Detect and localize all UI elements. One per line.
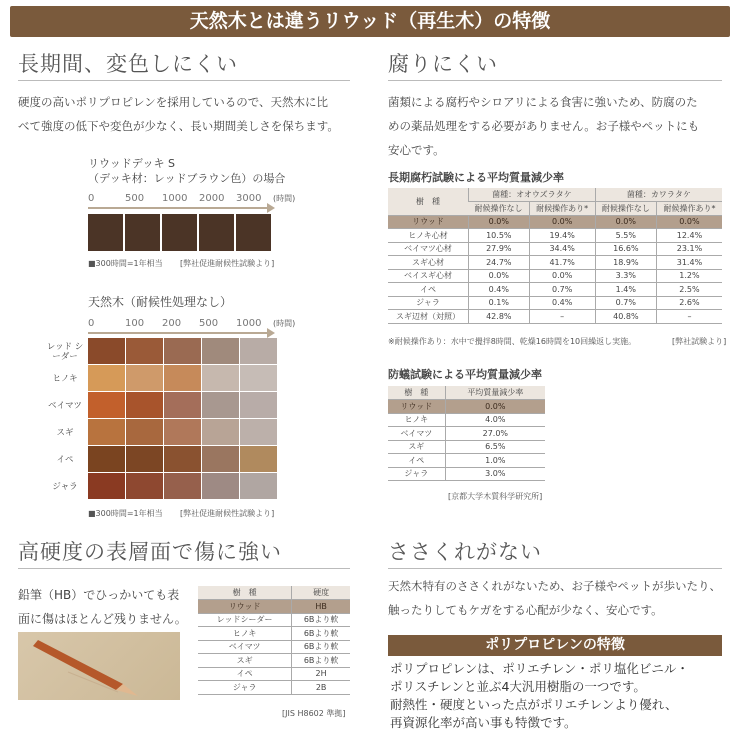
table-cell: スギ — [198, 654, 292, 668]
splinter-text — [388, 574, 721, 622]
note: ■300時間=1年相当 — [88, 259, 163, 268]
table-cell: 41.7% — [529, 256, 595, 270]
scale-tick: 500 — [199, 318, 219, 329]
table-cell: 0.7% — [529, 283, 595, 297]
deck-swatch — [88, 214, 123, 251]
section-title-splinter: ささくれがない — [388, 540, 542, 564]
table-cell: 1.2% — [656, 269, 722, 283]
table-cell: 1.4% — [595, 283, 656, 297]
table-cell: 23.1% — [656, 242, 722, 256]
table-cell: 6Bより軟 — [292, 654, 350, 668]
deck-title-line: リウッドデッキ S — [88, 157, 176, 170]
table-cell: 6Bより軟 — [292, 627, 350, 641]
deck-swatches — [88, 214, 271, 251]
wood-swatch — [164, 419, 201, 445]
table-cell: イペ — [388, 454, 445, 468]
table-row — [388, 413, 545, 427]
time-arrow — [88, 332, 273, 334]
table-cell: ベイマツ — [198, 640, 292, 654]
row-label: ジャラ — [52, 481, 78, 492]
table-cell: 2.6% — [656, 296, 722, 310]
wood-swatch — [88, 419, 125, 445]
termite-table-title: 防蟻試験による平均質量減少率 — [388, 368, 542, 381]
scale-tick: 2000 — [199, 193, 225, 204]
wood-swatch — [202, 338, 239, 364]
text-line: べて強度の低下や変色が少なく、長い期間美しさを保ちます。 — [18, 119, 339, 133]
table-cell: 0.0% — [656, 215, 722, 229]
wood-swatch — [240, 446, 277, 472]
wood-swatch — [202, 473, 239, 499]
note: ■300時間=1年相当 — [88, 509, 163, 518]
text-line: めの薬品処理をする必要がありません。お子様やペットにも — [388, 119, 700, 133]
source: [弊社促進耐候性試験より] — [180, 509, 275, 518]
deck-scale — [88, 193, 273, 204]
natural-title: 天然木（耐候性処理なし） — [88, 295, 233, 309]
wood-swatch — [88, 446, 125, 472]
scale-tick: 200 — [162, 318, 182, 329]
table-cell: ジャラ — [388, 296, 469, 310]
section-title-discoloration: 長期間、変色しにくい — [18, 52, 238, 76]
table-cell: 0.0% — [445, 400, 545, 414]
table-cell: 0.0% — [469, 215, 530, 229]
scale-tick: 0 — [88, 318, 95, 329]
hardness-table — [198, 586, 350, 695]
table-cell: 4.0% — [445, 413, 545, 427]
wood-swatch — [126, 473, 163, 499]
text-line: 硬度の高いポリプロピレンを採用しているので、天然木に比 — [18, 95, 328, 109]
text-line: 鉛筆（HB）でひっかいても表 — [18, 588, 180, 602]
text-line: ポリプロピレンは、ポリエチレン・ポリ塩化ビニル・ — [390, 661, 689, 676]
wood-swatch — [88, 365, 125, 391]
divider — [388, 80, 722, 81]
table-cell: ジャラ — [388, 467, 445, 481]
text-line: 耐熱性・硬度といった点がポリエチレンより優れ、 — [390, 697, 678, 712]
feature-text — [390, 660, 689, 732]
scale-tick: 1000 — [236, 318, 262, 329]
table-cell: 27.9% — [469, 242, 530, 256]
section-title-rot: 腐りにくい — [388, 52, 498, 76]
table-row — [388, 283, 722, 297]
feature-title-bar: ポリプロピレンの特徴 — [388, 635, 722, 656]
pencil-scratch-photo — [18, 632, 180, 700]
natural-scale — [88, 318, 273, 329]
wood-swatch — [164, 338, 201, 364]
row-label: イペ — [56, 454, 74, 465]
deck-swatch — [236, 214, 271, 251]
discoloration-text — [18, 90, 339, 138]
table-cell: 3.0% — [445, 467, 545, 481]
deck-title-line: （デッキ材：レッドブラウン色）の場合 — [88, 172, 286, 185]
table-cell: 0.0% — [529, 215, 595, 229]
wood-swatch — [240, 473, 277, 499]
page-banner: 天然木とは違うリウッド（再生木）の特徴 — [10, 6, 730, 37]
scale-tick: 500 — [125, 193, 145, 204]
table-cell: 0.0% — [529, 269, 595, 283]
table-cell: 40.8% — [595, 310, 656, 324]
text-line: 菌類による腐朽やシロアリによる食害に強いため、防腐のた — [388, 95, 698, 109]
table-cell: ヒノキ — [388, 413, 445, 427]
table-cell: イペ — [388, 283, 469, 297]
table-row — [388, 427, 545, 441]
table-row — [388, 256, 722, 270]
unit-label: (時間) — [273, 319, 296, 328]
table-row — [388, 440, 545, 454]
table-cell: ベイマツ心材 — [388, 242, 469, 256]
divider — [18, 568, 350, 569]
table-cell: イペ — [198, 667, 292, 681]
hardness-text — [18, 583, 187, 631]
row-label: ヒノキ — [52, 373, 78, 384]
table-cell: 0.0% — [595, 215, 656, 229]
header: 平均質量減少率 — [445, 386, 545, 400]
table-row — [388, 454, 545, 468]
text-line: 面に傷はほとんど残りません。 — [18, 612, 187, 626]
unit-label: (時間) — [273, 194, 296, 203]
wood-swatch — [126, 419, 163, 445]
table-cell: 2H — [292, 667, 350, 681]
table-row — [198, 667, 350, 681]
wood-swatch — [202, 419, 239, 445]
scale-tick: 3000 — [236, 193, 262, 204]
table-cell: 6.5% — [445, 440, 545, 454]
header-species: 樹 種 — [388, 188, 469, 215]
table-cell: スギ心材 — [388, 256, 469, 270]
table-cell: 34.4% — [529, 242, 595, 256]
table-cell: 19.4% — [529, 229, 595, 243]
divider — [18, 80, 350, 81]
row-label: ベイマツ — [48, 400, 82, 411]
table-row — [388, 215, 722, 229]
table-cell: 27.0% — [445, 427, 545, 441]
divider — [388, 568, 722, 569]
table-row — [198, 627, 350, 641]
header-fungus: 菌種：オオウズラタケ — [469, 188, 596, 202]
table-cell: 0.4% — [529, 296, 595, 310]
table-cell: 42.8% — [469, 310, 530, 324]
wood-swatch — [240, 365, 277, 391]
natural-swatch-grid — [88, 338, 277, 499]
text-line: 再資源化率が高い事も特徴です。 — [390, 715, 577, 730]
deck-swatch — [125, 214, 160, 251]
source: [JIS H8602 準拠] — [282, 709, 346, 718]
wood-swatch — [202, 446, 239, 472]
scale-tick: 0 — [88, 193, 95, 204]
header: 樹 種 — [388, 386, 445, 400]
deck-title — [88, 156, 285, 186]
table-row — [198, 613, 350, 627]
text-line: 触ったりしてもケガをする心配が少なく、安心です。 — [388, 603, 663, 617]
table-cell: ヒノキ心材 — [388, 229, 469, 243]
table-cell: ジャラ — [198, 681, 292, 695]
table-cell: スギ辺材（対照） — [388, 310, 469, 324]
table-row — [388, 400, 545, 414]
source: [弊社促進耐候性試験より] — [180, 259, 275, 268]
footnote: ※耐候操作あり：水中で攪拌8時間、乾燥16時間を10回繰返し実施。 — [388, 337, 637, 346]
table-cell: 6Bより軟 — [292, 640, 350, 654]
rot-text — [388, 90, 699, 162]
wood-swatch — [126, 365, 163, 391]
table-cell: 10.5% — [469, 229, 530, 243]
text-line: ポリスチレンと並ぶ4大汎用樹脂の一つです。 — [390, 679, 646, 694]
header-sub: 耐候操作なし — [469, 202, 530, 216]
table-cell: 1.0% — [445, 454, 545, 468]
deck-swatch — [162, 214, 197, 251]
text-line: 天然木特有のささくれがないため、お子様やペットが歩いたり、 — [388, 579, 722, 593]
row-label: スギ — [56, 427, 74, 438]
table-cell: 2B — [292, 681, 350, 695]
wood-swatch — [240, 392, 277, 418]
wood-swatch — [126, 392, 163, 418]
table-cell: ベイスギ心材 — [388, 269, 469, 283]
table-cell: 16.6% — [595, 242, 656, 256]
table-row — [198, 654, 350, 668]
source: [弊社試験より] — [672, 337, 727, 346]
table-row — [198, 640, 350, 654]
table-row — [388, 296, 722, 310]
table-cell: 24.7% — [469, 256, 530, 270]
table-cell: – — [656, 310, 722, 324]
table-row — [388, 310, 722, 324]
header-fungus: 菌種：カワラタケ — [595, 188, 722, 202]
table-cell: レッドシーダー — [198, 613, 292, 627]
table-cell: 0.1% — [469, 296, 530, 310]
table-row — [388, 242, 722, 256]
wood-swatch — [88, 338, 125, 364]
source: [京都大学木質科学研究所] — [448, 492, 543, 501]
scale-tick: 1000 — [162, 193, 188, 204]
table-cell: – — [529, 310, 595, 324]
table-row — [388, 269, 722, 283]
table-cell: 0.7% — [595, 296, 656, 310]
deck-swatch — [199, 214, 234, 251]
table-row — [198, 681, 350, 695]
table-cell: 12.4% — [656, 229, 722, 243]
header: 硬度 — [292, 586, 350, 600]
wood-swatch — [240, 419, 277, 445]
wood-swatch — [240, 338, 277, 364]
header: 樹 種 — [198, 586, 292, 600]
table-cell: 2.5% — [656, 283, 722, 297]
decay-table-title: 長期腐朽試験による平均質量減少率 — [388, 171, 564, 184]
header-sub: 耐候操作あり* — [656, 202, 722, 216]
wood-swatch — [164, 392, 201, 418]
table-cell: リウッド — [388, 215, 469, 229]
table-cell: 0.0% — [469, 269, 530, 283]
table-cell: リウッド — [198, 600, 292, 614]
table-cell: ヒノキ — [198, 627, 292, 641]
wood-swatch — [88, 392, 125, 418]
wood-swatch — [126, 446, 163, 472]
table-cell: HB — [292, 600, 350, 614]
text-line: 安心です。 — [388, 143, 445, 157]
time-arrow — [88, 207, 273, 209]
wood-swatch — [202, 365, 239, 391]
table-cell: 5.5% — [595, 229, 656, 243]
wood-swatch — [164, 473, 201, 499]
table-cell: 3.3% — [595, 269, 656, 283]
wood-swatch — [202, 392, 239, 418]
table-cell: 6Bより軟 — [292, 613, 350, 627]
termite-table — [388, 386, 545, 481]
table-cell: リウッド — [388, 400, 445, 414]
section-title-hardness: 高硬度の表層面で傷に強い — [18, 540, 282, 564]
table-cell: 31.4% — [656, 256, 722, 270]
header-sub: 耐候操作あり* — [529, 202, 595, 216]
wood-swatch — [88, 473, 125, 499]
table-row — [198, 600, 350, 614]
scale-tick: 100 — [125, 318, 145, 329]
header-sub: 耐候操作なし — [595, 202, 656, 216]
wood-swatch — [164, 365, 201, 391]
table-cell: 18.9% — [595, 256, 656, 270]
table-row — [388, 229, 722, 243]
wood-swatch — [164, 446, 201, 472]
table-cell: ベイマツ — [388, 427, 445, 441]
table-row — [388, 467, 545, 481]
row-labels — [44, 338, 86, 500]
table-cell: 0.4% — [469, 283, 530, 297]
table-cell: スギ — [388, 440, 445, 454]
wood-swatch — [126, 338, 163, 364]
decay-table — [388, 188, 722, 324]
row-label: レッド シーダー — [46, 341, 84, 362]
